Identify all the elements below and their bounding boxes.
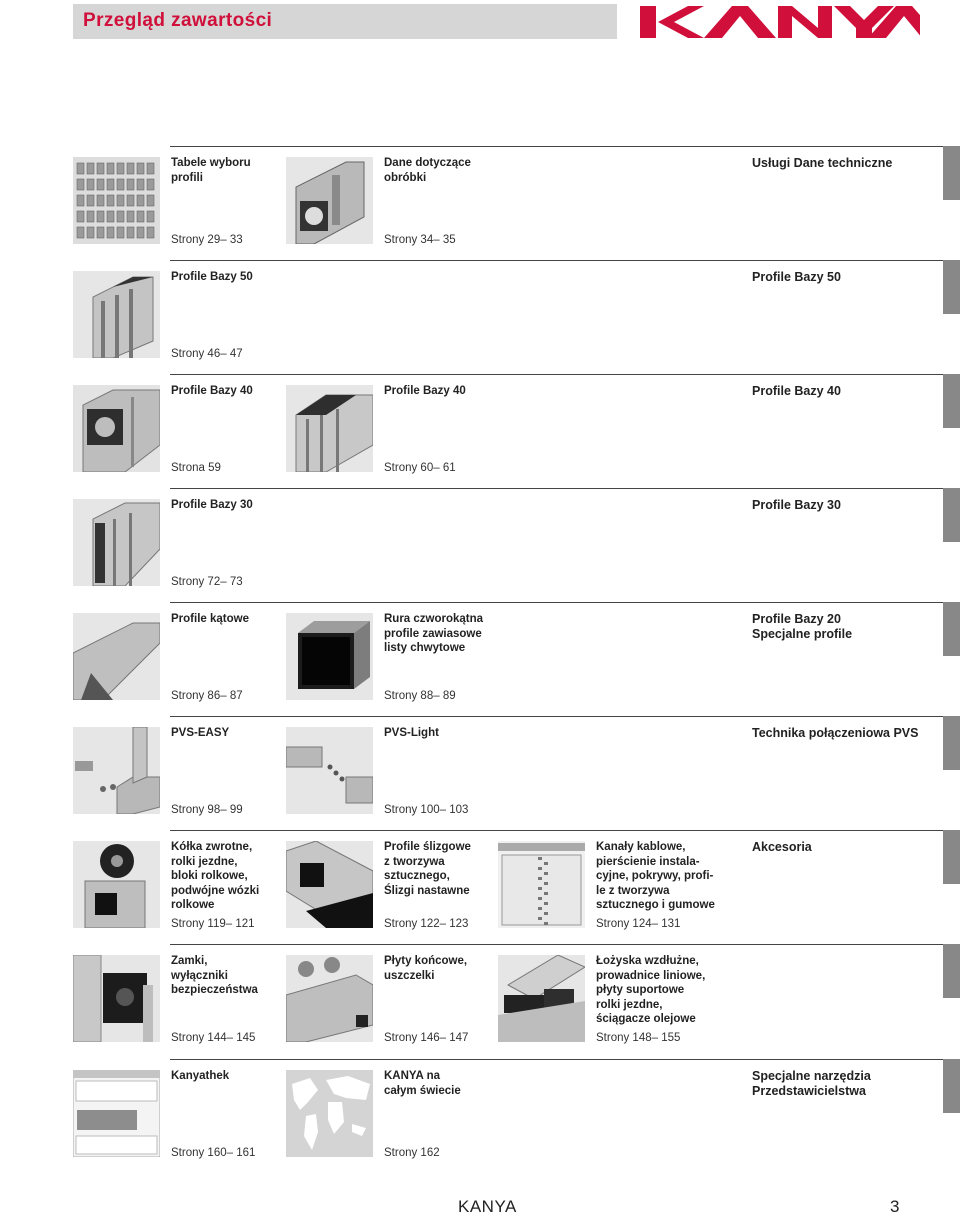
page-range: Strony 72– 73	[171, 576, 243, 588]
chapter-label[interactable]: Technika połączeniowa PVS	[752, 726, 919, 740]
section-tab[interactable]	[943, 374, 960, 428]
section-tab[interactable]	[943, 260, 960, 314]
kanya-logo	[640, 4, 920, 40]
section-label[interactable]: Profile kątowe	[171, 613, 249, 625]
section-label[interactable]: PVS-EASY	[171, 727, 230, 739]
section-label[interactable]: Profile Bazy 50	[171, 271, 253, 283]
cable-duct-image[interactable]	[498, 841, 585, 928]
chapter-label[interactable]: Profile Bazy 30	[752, 498, 841, 512]
page-range: Strony 29– 33	[171, 234, 243, 246]
page-range: Strony 146– 147	[384, 1032, 469, 1044]
row-divider	[170, 374, 960, 375]
section-label[interactable]: Profile Bazy 30	[171, 499, 253, 511]
page-range: Strony 144– 145	[171, 1032, 256, 1044]
page-range: Strony 88– 89	[384, 690, 456, 702]
castor-wheel-image[interactable]	[73, 841, 160, 928]
page-range: Strony 60– 61	[384, 462, 456, 474]
contents-row	[0, 146, 960, 256]
chapter-label[interactable]: Profile Bazy 50	[752, 270, 841, 284]
section-label[interactable]: Kółka zwrotne, rolki jezdne, bloki rolkowe, podwójne wózki rolkowe	[171, 841, 260, 911]
profile-50-image[interactable]	[73, 271, 160, 358]
end-plate-image[interactable]	[286, 955, 373, 1042]
section-tab[interactable]	[943, 830, 960, 884]
section-tab[interactable]	[943, 602, 960, 656]
world-map-image[interactable]	[286, 1070, 373, 1157]
section-label[interactable]: KANYA na całym świecie	[384, 1070, 461, 1097]
slide-profile-image[interactable]	[286, 841, 373, 928]
page-range: Strony 100– 103	[384, 804, 469, 816]
contents-row	[0, 260, 960, 370]
contents-row	[0, 374, 960, 484]
pvs-easy-image[interactable]	[73, 727, 160, 814]
section-tab[interactable]	[943, 488, 960, 542]
chapter-label[interactable]: Akcesoria	[752, 840, 812, 854]
row-divider	[170, 602, 960, 603]
lock-switch-image[interactable]	[73, 955, 160, 1042]
contents-row	[0, 944, 960, 1054]
machined-profile-image[interactable]	[286, 157, 373, 244]
chapter-label[interactable]: Profile Bazy 40	[752, 384, 841, 398]
row-divider	[170, 1059, 960, 1060]
profile-collection-image[interactable]	[73, 157, 160, 244]
page-range: Strony 46– 47	[171, 348, 243, 360]
chapter-label[interactable]: Specjalne narzędzia Przedstawicielstwa	[752, 1069, 871, 1098]
section-label[interactable]: Profile ślizgowe z tworzywa sztucznego, Ślizgi nastawne	[384, 841, 471, 897]
section-tab[interactable]	[943, 1059, 960, 1113]
page-range: Strony 86– 87	[171, 690, 243, 702]
registered-mark: ®	[902, 4, 912, 19]
profile-40-image[interactable]	[286, 385, 373, 472]
pvs-light-image[interactable]	[286, 727, 373, 814]
contents-row	[0, 830, 960, 940]
square-tube-image[interactable]	[286, 613, 373, 700]
chapter-label[interactable]: Profile Bazy 20 Specjalne profile	[752, 612, 853, 641]
linear-bearing-image[interactable]	[498, 955, 585, 1042]
page-range: Strony 162	[384, 1147, 440, 1159]
page-range: Strony 148– 155	[596, 1032, 681, 1044]
row-divider	[170, 716, 960, 717]
row-divider	[170, 944, 960, 945]
section-label[interactable]: Profile Bazy 40	[171, 385, 253, 397]
section-label[interactable]: Łożyska wzdłużne, prowadnice liniowe, płyty suportowe rolki jezdne, ściągacze olejowe	[596, 955, 706, 1025]
section-label[interactable]: Płyty końcowe, uszczelki	[384, 955, 468, 982]
contents-row	[0, 602, 960, 712]
profile-40-heavy-image[interactable]	[73, 385, 160, 472]
page-title: Przegląd zawartości	[83, 10, 273, 31]
section-tab[interactable]	[943, 146, 960, 200]
page-range: Strony 98– 99	[171, 804, 243, 816]
section-label[interactable]: Kanyathek	[171, 1070, 230, 1082]
page-number: 3	[890, 1197, 900, 1216]
angle-profile-image[interactable]	[73, 613, 160, 700]
page-range: Strony 160– 161	[171, 1147, 256, 1159]
row-divider	[170, 146, 960, 147]
page-range: Strony 34– 35	[384, 234, 456, 246]
section-label[interactable]: Dane dotyczące obróbki	[384, 157, 471, 184]
page-range: Strona 59	[171, 462, 221, 474]
section-tab[interactable]	[943, 944, 960, 998]
section-label[interactable]: PVS-Light	[384, 727, 439, 739]
row-divider	[170, 488, 960, 489]
chapter-label[interactable]: Usługi Dane techniczne	[752, 156, 893, 170]
page-range: Strony 119– 121	[171, 918, 255, 930]
page-range: Strony 124– 131	[596, 918, 681, 930]
title-bar	[73, 4, 617, 39]
contents-row	[0, 488, 960, 598]
contents-row	[0, 716, 960, 826]
section-label[interactable]: Rura czworokątna profile zawiasowe listy chwytowe	[384, 613, 484, 654]
section-label[interactable]: Tabele wyboru profili	[171, 157, 251, 184]
profile-30-image[interactable]	[73, 499, 160, 586]
section-label[interactable]: Profile Bazy 40	[384, 385, 466, 397]
section-tab[interactable]	[943, 716, 960, 770]
section-label[interactable]: Zamki, wyłączniki bezpieczeństwa	[171, 955, 258, 996]
footer-brand: KANYA	[458, 1197, 517, 1216]
software-screenshot-image[interactable]	[73, 1070, 160, 1157]
row-divider	[170, 260, 960, 261]
page-range: Strony 122– 123	[384, 918, 469, 930]
section-label[interactable]: Kanały kablowe, pierścienie instala- cyjne, pokrywy, profi- le z tworzywa sztucznego i gumowe	[596, 841, 715, 911]
contents-row	[0, 1059, 960, 1169]
row-divider	[170, 830, 960, 831]
